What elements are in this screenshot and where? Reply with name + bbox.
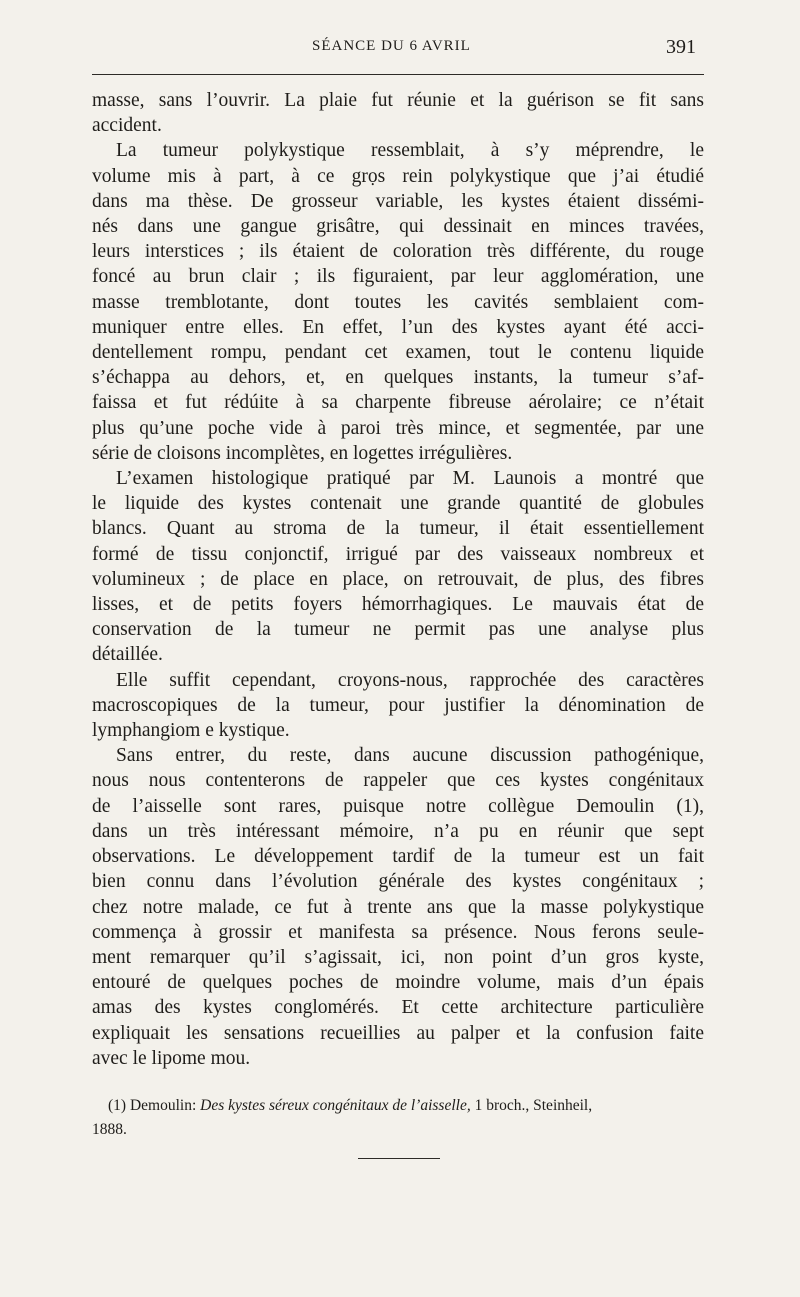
text-line: lisses, et de petits foyers hémorrhagiques. Le mauvais état de xyxy=(92,594,704,616)
text-line: dans un très intéressant mémoire, n’a pu en réunir que sept xyxy=(92,820,704,842)
footnote-marker: (1) Demoulin: xyxy=(108,1097,197,1114)
footnote-rest: 1 broch., Steinheil, xyxy=(474,1097,593,1114)
text-line: La tumeur polykystique ressemblait, à s’y méprendre, le xyxy=(116,140,704,162)
section-end-rule xyxy=(358,1158,440,1159)
text-line: volume mis à part, à ce grọs rein polykystique que j’ai étudié xyxy=(92,165,704,187)
text-line: leurs interstices ; ils étaient de coloration très différente, du rouge xyxy=(92,241,704,263)
header-rule xyxy=(92,74,704,75)
text-line: muniquer entre elles. En effet, l’un des kystes ayant été acci- xyxy=(92,316,704,338)
text-line: volumineux ; de place en place, on retrouvait, de plus, des fibres xyxy=(92,568,704,590)
text-line: entouré de quelques poches de moindre volume, mais d’un épais xyxy=(92,972,704,994)
text-line: nés dans une gangue grisâtre, qui dessinait en minces travées, xyxy=(92,216,704,238)
text-line: dentellement rompu, pendant cet examen, tout le contenu liquide xyxy=(92,342,704,364)
text-line: dans ma thèse. De grosseur variable, les kystes étaient dissémi- xyxy=(92,190,704,212)
footnote-line xyxy=(92,1094,704,1118)
footnote-title: Des kystes séreux congénitaux de l’aisselle, xyxy=(200,1097,471,1114)
text-line: Elle suffit cependant, croyons-nous, rapprochée des caractères xyxy=(116,669,704,691)
text-line: chez notre malade, ce fut à trente ans que la masse polykystique xyxy=(92,896,704,918)
footnote-year: 1888. xyxy=(92,1121,127,1138)
text-line: ment remarquer qu’il s’agissait, ici, non point d’un gros kyste, xyxy=(92,946,704,968)
text-line: masse tremblotante, dont toutes les cavités semblaient com- xyxy=(92,291,704,313)
text-line: le liquide des kystes contenait une grande quantité de globules xyxy=(92,493,704,515)
footnote xyxy=(92,1094,704,1142)
text-line: accident. xyxy=(92,115,162,137)
text-line: conservation de la tumeur ne permit pas une analyse plus xyxy=(92,619,704,641)
text-line: bien connu dans l’évolution générale des kystes congénitaux ; xyxy=(92,871,704,893)
text-line: amas des kystes conglomérés. Et cette architecture particulière xyxy=(92,997,704,1019)
page-number: 391 xyxy=(666,36,696,58)
text-line: lymphangiom e kystique. xyxy=(92,720,290,742)
text-line: expliquait les sensations recueillies au palper et la confusion faite xyxy=(92,1022,704,1044)
text-line: formé de tissu conjonctif, irrigué par des vaisseaux nombreux et xyxy=(92,543,704,565)
text-line: s’échappa au dehors, et, en quelques instants, la tumeur s’af- xyxy=(92,367,704,389)
text-line: série de cloisons incomplètes, en logettes irrégulières. xyxy=(92,442,513,464)
text-line: L’examen histologique pratiqué par M. Launois a montré que xyxy=(116,468,704,490)
text-line: Sans entrer, du reste, dans aucune discussion pathogénique, xyxy=(116,745,704,767)
text-line: avec le lipome mou. xyxy=(92,1047,251,1069)
body-text xyxy=(92,88,704,1071)
text-line: blancs. Quant au stroma de la tumeur, il était essentiellement xyxy=(92,518,704,540)
text-line: nous nous contenterons de rappeler que ces kystes congénitaux xyxy=(92,770,704,792)
running-title: SÉANCE DU 6 AVRIL xyxy=(312,38,471,54)
text-line: macroscopiques de la tumeur, pour justifier la dénomination de xyxy=(92,694,704,716)
text-line: détaillée. xyxy=(92,644,163,666)
text-line: plus qu’une poche vide à paroi très mince, et segmentée, par une xyxy=(92,417,704,439)
text-line: commença à grossir et manifesta sa présence. Nous ferons seule- xyxy=(92,921,704,943)
text-line: masse, sans l’ouvrir. La plaie fut réunie et la guérison se fit sans xyxy=(92,90,704,111)
text-line: faissa et fut rédúite à sa charpente fibreuse aérolaire; ce n’était xyxy=(92,392,704,414)
page-header xyxy=(92,30,704,62)
text-line: foncé au brun clair ; ils figuraient, par leur agglomération, une xyxy=(92,266,704,288)
text-line: de l’aisselle sont rares, puisque notre collègue Demoulin (1), xyxy=(92,795,704,817)
text-line: observations. Le développement tardif de la tumeur est un fait xyxy=(92,846,704,868)
